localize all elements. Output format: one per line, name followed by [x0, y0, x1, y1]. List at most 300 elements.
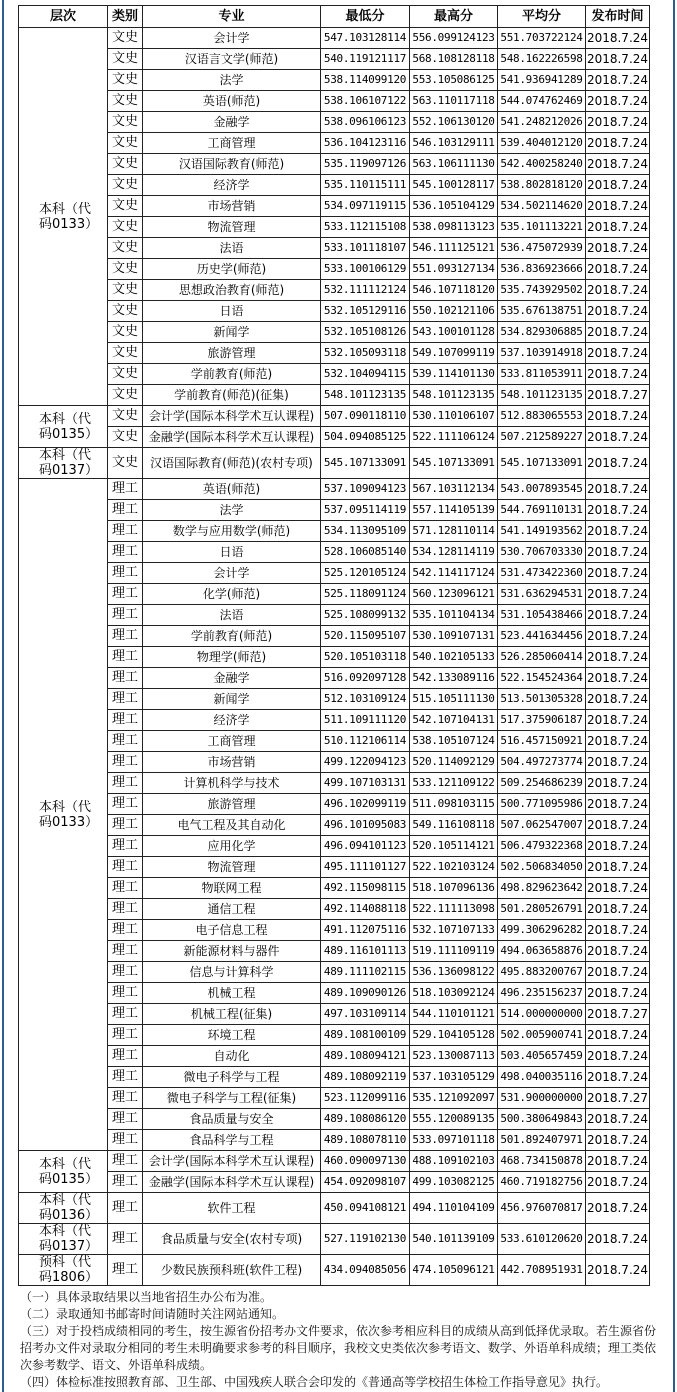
category-cell: 理工: [108, 584, 143, 605]
major-cell: 金融学(国际本科学术互认课程): [143, 1172, 321, 1193]
max-score-cell: 533.097101118: [410, 1130, 498, 1151]
publish-date-cell: 2018.7.24: [586, 773, 650, 794]
max-score-cell: 563.106111130: [410, 154, 498, 175]
avg-score-cell: 535.101113221: [498, 217, 586, 238]
table-row: [19, 1004, 650, 1025]
max-score-cell: 563.110117118: [410, 91, 498, 112]
avg-score-cell: 502.506834050: [498, 857, 586, 878]
avg-score-cell: 456.976070817: [498, 1193, 586, 1224]
major-cell: 学前教育(师范)(征集): [143, 385, 321, 406]
min-score-cell: 489.116101113: [321, 941, 410, 962]
category-cell: 理工: [108, 1088, 143, 1109]
major-cell: 新能源材料与器件: [143, 941, 321, 962]
max-score-cell: 544.110101121: [410, 1004, 498, 1025]
publish-date-cell: 2018.7.24: [586, 521, 650, 542]
header-publish-date: 发布时间: [586, 6, 650, 28]
publish-date-cell: 2018.7.24: [586, 941, 650, 962]
avg-score-cell: 530.706703330: [498, 542, 586, 563]
publish-date-cell: 2018.7.24: [586, 1109, 650, 1130]
category-cell: 理工: [108, 899, 143, 920]
category-cell: 理工: [108, 1224, 143, 1255]
max-score-cell: 542.107104131: [410, 710, 498, 731]
category-cell: 文史: [108, 406, 143, 427]
max-score-cell: 532.107107133: [410, 920, 498, 941]
publish-date-cell: 2018.7.24: [586, 175, 650, 196]
publish-date-cell: 2018.7.24: [586, 238, 650, 259]
major-cell: 市场营销: [143, 196, 321, 217]
table-row: [19, 406, 650, 427]
avg-score-cell: 544.074762469: [498, 91, 586, 112]
table-row: [19, 647, 650, 668]
max-score-cell: 474.105096121: [410, 1255, 498, 1286]
min-score-cell: 525.120105124: [321, 563, 410, 584]
category-cell: 理工: [108, 542, 143, 563]
major-cell: 英语(师范): [143, 479, 321, 500]
category-cell: 文史: [108, 196, 143, 217]
table-row: [19, 479, 650, 500]
publish-date-cell: 2018.7.24: [586, 1151, 650, 1172]
publish-date-cell: 2018.7.24: [586, 49, 650, 70]
min-score-cell: 520.115095107: [321, 626, 410, 647]
level-cell: 预科（代码1806）: [19, 1255, 108, 1286]
category-cell: 理工: [108, 962, 143, 983]
publish-date-cell: 2018.7.24: [586, 448, 650, 479]
max-score-cell: 552.106130120: [410, 112, 498, 133]
major-cell: 物流管理: [143, 857, 321, 878]
major-cell: 机械工程: [143, 983, 321, 1004]
major-cell: 信息与计算科学: [143, 962, 321, 983]
publish-date-cell: 2018.7.24: [586, 112, 650, 133]
avg-score-cell: 499.306296282: [498, 920, 586, 941]
major-cell: 食品科学与工程: [143, 1130, 321, 1151]
avg-score-cell: 544.769110131: [498, 500, 586, 521]
table-row: [19, 710, 650, 731]
min-score-cell: 489.108086120: [321, 1109, 410, 1130]
category-cell: 理工: [108, 479, 143, 500]
avg-score-cell: 548.162226598: [498, 49, 586, 70]
avg-score-cell: 460.719182756: [498, 1172, 586, 1193]
min-score-cell: 504.094085125: [321, 427, 410, 448]
table-row: [19, 563, 650, 584]
table-row: [19, 836, 650, 857]
table-row: [19, 217, 650, 238]
level-cell: 本科（代码0135）: [19, 406, 108, 448]
publish-date-cell: 2018.7.24: [586, 259, 650, 280]
avg-score-cell: 495.883200767: [498, 962, 586, 983]
avg-score-cell: 531.636294531: [498, 584, 586, 605]
avg-score-cell: 536.836923666: [498, 259, 586, 280]
max-score-cell: 523.130087113: [410, 1046, 498, 1067]
major-cell: 电气工程及其自动化: [143, 815, 321, 836]
min-score-cell: 516.092097128: [321, 668, 410, 689]
avg-score-cell: 542.400258240: [498, 154, 586, 175]
category-cell: 理工: [108, 794, 143, 815]
max-score-cell: 519.111109119: [410, 941, 498, 962]
table-row: [19, 280, 650, 301]
category-cell: 文史: [108, 427, 143, 448]
publish-date-cell: 2018.7.24: [586, 752, 650, 773]
publish-date-cell: 2018.7.24: [586, 1046, 650, 1067]
level-cell: 本科（代码0137）: [19, 448, 108, 479]
min-score-cell: 532.105108126: [321, 322, 410, 343]
max-score-cell: 555.120089135: [410, 1109, 498, 1130]
min-score-cell: 489.108078110: [321, 1130, 410, 1151]
min-score-cell: 548.101123135: [321, 385, 410, 406]
major-cell: 旅游管理: [143, 794, 321, 815]
max-score-cell: 556.099124123: [410, 28, 498, 49]
table-row: [19, 857, 650, 878]
min-score-cell: 545.107133091: [321, 448, 410, 479]
page-frame-left: [2, 0, 4, 1392]
major-cell: 环境工程: [143, 1025, 321, 1046]
min-score-cell: 525.118091124: [321, 584, 410, 605]
header-min-score: 最低分: [321, 6, 410, 28]
category-cell: 理工: [108, 1067, 143, 1088]
avg-score-cell: 507.212589227: [498, 427, 586, 448]
max-score-cell: 538.105107124: [410, 731, 498, 752]
avg-score-cell: 523.441634456: [498, 626, 586, 647]
table-row: [19, 689, 650, 710]
min-score-cell: 540.119121117: [321, 49, 410, 70]
avg-score-cell: 533.610120620: [498, 1224, 586, 1255]
category-cell: 文史: [108, 385, 143, 406]
table-row: [19, 626, 650, 647]
avg-score-cell: 517.375906187: [498, 710, 586, 731]
table-row: [19, 91, 650, 112]
major-cell: 旅游管理: [143, 343, 321, 364]
publish-date-cell: 2018.7.24: [586, 710, 650, 731]
major-cell: 会计学(国际本科学术互认课程): [143, 406, 321, 427]
major-cell: 法语: [143, 238, 321, 259]
major-cell: 金融学: [143, 112, 321, 133]
avg-score-cell: 534.502114620: [498, 196, 586, 217]
table-row: [19, 773, 650, 794]
avg-score-cell: 539.404012120: [498, 133, 586, 154]
table-row: [19, 605, 650, 626]
avg-score-cell: 531.900000000: [498, 1088, 586, 1109]
publish-date-cell: 2018.7.24: [586, 479, 650, 500]
major-cell: 应用化学: [143, 836, 321, 857]
max-score-cell: 535.121092097: [410, 1088, 498, 1109]
major-cell: 市场营销: [143, 752, 321, 773]
category-cell: 理工: [108, 752, 143, 773]
avg-score-cell: 513.501305328: [498, 689, 586, 710]
publish-date-cell: 2018.7.24: [586, 406, 650, 427]
avg-score-cell: 498.040035116: [498, 1067, 586, 1088]
publish-date-cell: 2018.7.24: [586, 920, 650, 941]
avg-score-cell: 534.829306885: [498, 322, 586, 343]
avg-score-cell: 494.063658876: [498, 941, 586, 962]
avg-score-cell: 468.734150878: [498, 1151, 586, 1172]
min-score-cell: 492.114088118: [321, 899, 410, 920]
avg-score-cell: 522.154524364: [498, 668, 586, 689]
min-score-cell: 547.103128114: [321, 28, 410, 49]
avg-score-cell: 498.829623642: [498, 878, 586, 899]
major-cell: 金融学: [143, 668, 321, 689]
max-score-cell: 522.102103124: [410, 857, 498, 878]
min-score-cell: 491.112075116: [321, 920, 410, 941]
category-cell: 理工: [108, 1193, 143, 1224]
table-row: [19, 941, 650, 962]
major-cell: 软件工程: [143, 1193, 321, 1224]
min-score-cell: 496.094101123: [321, 836, 410, 857]
max-score-cell: 542.133089116: [410, 668, 498, 689]
max-score-cell: 534.128114119: [410, 542, 498, 563]
table-row: [19, 500, 650, 521]
avg-score-cell: 526.285060414: [498, 647, 586, 668]
category-cell: 文史: [108, 322, 143, 343]
min-score-cell: 532.111112124: [321, 280, 410, 301]
major-cell: 经济学: [143, 710, 321, 731]
major-cell: 物联网工程: [143, 878, 321, 899]
max-score-cell: 557.114105139: [410, 500, 498, 521]
category-cell: 文史: [108, 175, 143, 196]
table-row: [19, 133, 650, 154]
major-cell: 机械工程(征集): [143, 1004, 321, 1025]
max-score-cell: 567.103112134: [410, 479, 498, 500]
category-cell: 理工: [108, 1004, 143, 1025]
max-score-cell: 542.114117124: [410, 563, 498, 584]
category-cell: 文史: [108, 343, 143, 364]
min-score-cell: 507.090118110: [321, 406, 410, 427]
min-score-cell: 499.107103131: [321, 773, 410, 794]
avg-score-cell: 535.743929502: [498, 280, 586, 301]
major-cell: 微电子科学与工程(征集): [143, 1088, 321, 1109]
max-score-cell: 568.108128118: [410, 49, 498, 70]
max-score-cell: 529.104105128: [410, 1025, 498, 1046]
major-cell: 汉语言文学(师范): [143, 49, 321, 70]
avg-score-cell: 551.703722124: [498, 28, 586, 49]
major-cell: 法学: [143, 500, 321, 521]
publish-date-cell: 2018.7.24: [586, 196, 650, 217]
avg-score-cell: 501.892407971: [498, 1130, 586, 1151]
max-score-cell: 499.103082125: [410, 1172, 498, 1193]
major-cell: 物理学(师范): [143, 647, 321, 668]
publish-date-cell: 2018.7.24: [586, 154, 650, 175]
table-row: [19, 899, 650, 920]
max-score-cell: 545.107133091: [410, 448, 498, 479]
min-score-cell: 533.101118107: [321, 238, 410, 259]
major-cell: 工商管理: [143, 133, 321, 154]
table-row: [19, 584, 650, 605]
major-cell: 学前教育(师范): [143, 626, 321, 647]
min-score-cell: 511.109111120: [321, 710, 410, 731]
table-row: [19, 731, 650, 752]
publish-date-cell: 2018.7.24: [586, 28, 650, 49]
major-cell: 金融学(国际本科学术互认课程): [143, 427, 321, 448]
publish-date-cell: 2018.7.24: [586, 731, 650, 752]
publish-date-cell: 2018.7.24: [586, 542, 650, 563]
major-cell: 汉语国际教育(师范)(农村专项): [143, 448, 321, 479]
max-score-cell: 549.107099119: [410, 343, 498, 364]
publish-date-cell: 2018.7.24: [586, 647, 650, 668]
major-cell: 物流管理: [143, 217, 321, 238]
min-score-cell: 434.094085056: [321, 1255, 410, 1286]
major-cell: 通信工程: [143, 899, 321, 920]
min-score-cell: 534.097119115: [321, 196, 410, 217]
min-score-cell: 538.114099120: [321, 70, 410, 91]
publish-date-cell: 2018.7.24: [586, 962, 650, 983]
header-category: 类别: [108, 6, 143, 28]
category-cell: 文史: [108, 259, 143, 280]
publish-date-cell: 2018.7.27: [586, 385, 650, 406]
category-cell: 理工: [108, 773, 143, 794]
publish-date-cell: 2018.7.24: [586, 1172, 650, 1193]
level-cell: 本科（代码0137）: [19, 1224, 108, 1255]
min-score-cell: 532.104094115: [321, 364, 410, 385]
min-score-cell: 533.100106129: [321, 259, 410, 280]
min-score-cell: 460.090097130: [321, 1151, 410, 1172]
max-score-cell: 549.116108118: [410, 815, 498, 836]
table-row: [19, 49, 650, 70]
min-score-cell: 499.122094123: [321, 752, 410, 773]
publish-date-cell: 2018.7.24: [586, 427, 650, 448]
header-level: 层次: [19, 6, 108, 28]
max-score-cell: 530.110106107: [410, 406, 498, 427]
publish-date-cell: 2018.7.24: [586, 689, 650, 710]
major-cell: 学前教育(师范): [143, 364, 321, 385]
table-row: [19, 238, 650, 259]
category-cell: 理工: [108, 605, 143, 626]
category-cell: 理工: [108, 1025, 143, 1046]
max-score-cell: 515.105111130: [410, 689, 498, 710]
category-cell: 文史: [108, 280, 143, 301]
table-row: [19, 259, 650, 280]
avg-score-cell: 514.000000000: [498, 1004, 586, 1025]
avg-score-cell: 500.380649843: [498, 1109, 586, 1130]
publish-date-cell: 2018.7.24: [586, 500, 650, 521]
publish-date-cell: 2018.7.24: [586, 217, 650, 238]
publish-date-cell: 2018.7.24: [586, 584, 650, 605]
publish-date-cell: 2018.7.24: [586, 343, 650, 364]
category-cell: 文史: [108, 364, 143, 385]
avg-score-cell: 509.254686239: [498, 773, 586, 794]
min-score-cell: 520.105103118: [321, 647, 410, 668]
header-major: 专业: [143, 6, 321, 28]
min-score-cell: 528.106085140: [321, 542, 410, 563]
min-score-cell: 525.108099132: [321, 605, 410, 626]
category-cell: 理工: [108, 668, 143, 689]
table-row: [19, 752, 650, 773]
category-cell: 理工: [108, 731, 143, 752]
min-score-cell: 510.112106114: [321, 731, 410, 752]
min-score-cell: 497.103109114: [321, 1004, 410, 1025]
avg-score-cell: 504.497273774: [498, 752, 586, 773]
major-cell: 微电子科学与工程: [143, 1067, 321, 1088]
table-row: [19, 1046, 650, 1067]
major-cell: 化学(师范): [143, 584, 321, 605]
major-cell: 食品质量与安全(农村专项): [143, 1224, 321, 1255]
max-score-cell: 533.121109122: [410, 773, 498, 794]
publish-date-cell: 2018.7.24: [586, 1130, 650, 1151]
publish-date-cell: 2018.7.24: [586, 794, 650, 815]
table-row: [19, 70, 650, 91]
avg-score-cell: 538.802818120: [498, 175, 586, 196]
table-row: [19, 1025, 650, 1046]
publish-date-cell: 2018.7.24: [586, 133, 650, 154]
header-avg-score: 平均分: [498, 6, 586, 28]
max-score-cell: 543.100101128: [410, 322, 498, 343]
min-score-cell: 523.112099116: [321, 1088, 410, 1109]
min-score-cell: 534.113095109: [321, 521, 410, 542]
publish-date-cell: 2018.7.24: [586, 563, 650, 584]
major-cell: 工商管理: [143, 731, 321, 752]
publish-date-cell: 2018.7.27: [586, 1088, 650, 1109]
table-row: [19, 427, 650, 448]
level-cell: 本科（代码0135）: [19, 1151, 108, 1193]
table-row: [19, 521, 650, 542]
min-score-cell: 537.095114119: [321, 500, 410, 521]
major-cell: 英语(师范): [143, 91, 321, 112]
publish-date-cell: 2018.7.24: [586, 815, 650, 836]
max-score-cell: 540.101139109: [410, 1224, 498, 1255]
avg-score-cell: 548.101123135: [498, 385, 586, 406]
avg-score-cell: 535.676138751: [498, 301, 586, 322]
publish-date-cell: 2018.7.24: [586, 878, 650, 899]
min-score-cell: 489.108100109: [321, 1025, 410, 1046]
major-cell: 日语: [143, 301, 321, 322]
avg-score-cell: 502.005900741: [498, 1025, 586, 1046]
category-cell: 文史: [108, 49, 143, 70]
table-header-row: [19, 6, 650, 28]
table-row: [19, 1130, 650, 1151]
category-cell: 理工: [108, 689, 143, 710]
category-cell: 文史: [108, 28, 143, 49]
category-cell: 理工: [108, 563, 143, 584]
category-cell: 文史: [108, 154, 143, 175]
table-row: [19, 794, 650, 815]
level-cell: 本科（代码0133）: [19, 28, 108, 406]
publish-date-cell: 2018.7.24: [586, 1255, 650, 1286]
major-cell: 自动化: [143, 1046, 321, 1067]
max-score-cell: 538.098113123: [410, 217, 498, 238]
table-row: [19, 364, 650, 385]
major-cell: 会计学(国际本科学术互认课程): [143, 1151, 321, 1172]
min-score-cell: 489.109090126: [321, 983, 410, 1004]
max-score-cell: 518.107096136: [410, 878, 498, 899]
max-score-cell: 522.111113098: [410, 899, 498, 920]
major-cell: 会计学: [143, 563, 321, 584]
table-row: [19, 878, 650, 899]
max-score-cell: 553.105086125: [410, 70, 498, 91]
note-item: （三）对于投档成绩相同的考生，按生源省份招考办文件要求，依次参考相应科目的成绩从高到低择优录取。若生源省份招考办文件对录取分相同的考生未明确要求参考的科目顺序，我校文史类依次参考语文、数学、外语单科成绩；理工类依次参考数学、语文、外语单科成绩。: [20, 1324, 657, 1372]
major-cell: 电子信息工程: [143, 920, 321, 941]
major-cell: 经济学: [143, 175, 321, 196]
category-cell: 理工: [108, 1109, 143, 1130]
avg-score-cell: 442.708951931: [498, 1255, 586, 1286]
category-cell: 文史: [108, 448, 143, 479]
avg-score-cell: 506.479322368: [498, 836, 586, 857]
table-row: [19, 1255, 650, 1286]
max-score-cell: 550.102121106: [410, 301, 498, 322]
table-row: [19, 175, 650, 196]
avg-score-cell: 512.883065553: [498, 406, 586, 427]
table-row: [19, 1067, 650, 1088]
table-row: [19, 154, 650, 175]
category-cell: 理工: [108, 500, 143, 521]
min-score-cell: 492.115098115: [321, 878, 410, 899]
note-item: （四）体检标准按照教育部、卫生部、中国残疾人联合会印发的《普通高等学校招生体检工作指导意见》执行。: [20, 1375, 609, 1389]
max-score-cell: 494.110104109: [410, 1193, 498, 1224]
publish-date-cell: 2018.7.24: [586, 626, 650, 647]
min-score-cell: 512.103109124: [321, 689, 410, 710]
min-score-cell: 538.106107122: [321, 91, 410, 112]
publish-date-cell: 2018.7.24: [586, 364, 650, 385]
category-cell: 文史: [108, 217, 143, 238]
major-cell: 少数民族预科班(软件工程): [143, 1255, 321, 1286]
min-score-cell: 495.111101127: [321, 857, 410, 878]
min-score-cell: 535.110115111: [321, 175, 410, 196]
